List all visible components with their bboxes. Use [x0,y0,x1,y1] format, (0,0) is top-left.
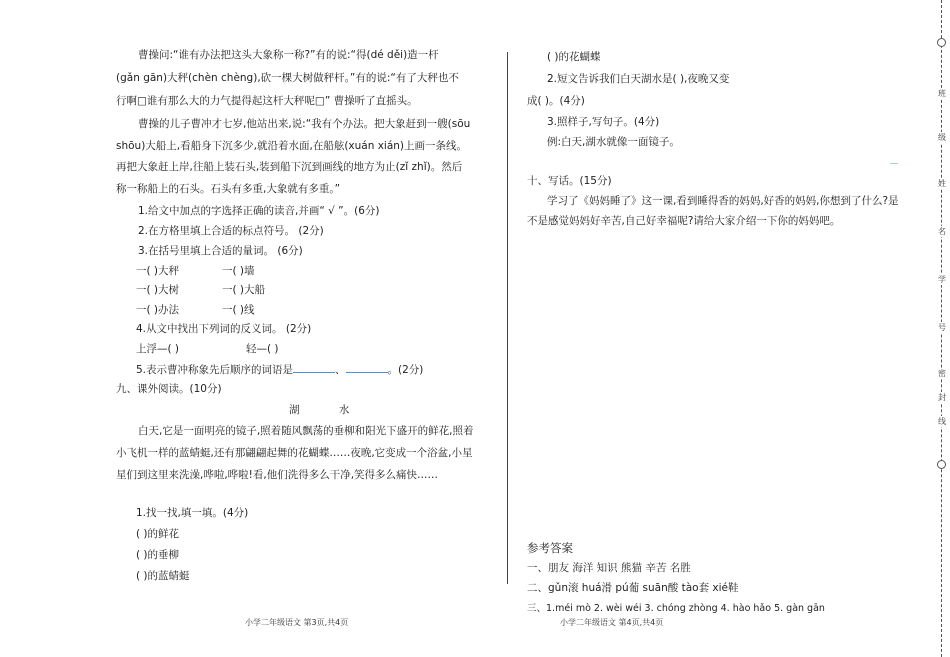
paragraph-line: 曹操的儿子曹冲才七岁,他站出来,说:“我有个办法。把大象赶到一艘(sōu [138,118,471,130]
example-sentence: 例:白天,湖水就像一面镜子。 [547,136,680,148]
measure-word-blank[interactable]: 一( )大树 [136,284,180,296]
reading-line: 小飞机一样的蓝蜻蜓,还有那翩翩起舞的花蝴蝶……夜晚,它变成一个浴盆,小星 [116,447,473,459]
seal-circle [937,38,946,47]
antonym-blank[interactable]: 上浮—( ) [136,343,180,355]
answer-line: 二、gǔn滚 huá滑 pú葡 suān酸 tào套 xié鞋 [527,582,739,594]
paragraph-line: 行啊□谁有那么大的力气提得起这杆大秤呢□” 曹操听了直摇头。 [116,95,418,107]
fill-blank[interactable]: ( )的垂柳 [136,549,180,561]
paragraph-line: 曹操问:“谁有办法把这头大象称一称?”有的说:“得(dé děi)造一杆 [138,49,439,61]
writing-prompt-line: 学习了《妈妈睡了》这一课,看到睡得香的妈妈,好香的妈妈,你想到了什么?是 [547,195,899,207]
question-5-separator: 、 [335,364,346,376]
reading-question-2[interactable]: 2.短文告诉我们白天湖水是( ),夜晚又变 [547,73,730,85]
answer-line: 一、朋友 海洋 知识 熊猫 辛苦 名胜 [527,562,691,574]
seal-char: 学 [938,275,946,284]
writing-prompt-line: 不是感觉妈妈好辛苦,自己好幸福呢?请给大家介绍一下你的妈妈吧。 [527,215,841,227]
paragraph-line: (gǎn gān)大秤(chèn chèng),砍一棵大树做秤杆。”有的说:“有了大秤也不 [116,72,459,84]
marker-line [890,163,898,164]
reading-line: 白天,它是一面明亮的镜子,照着随风飘荡的垂柳和阳光下盛开的鲜花,照着 [138,425,474,437]
measure-word-blank[interactable]: 一( )大船 [222,284,266,296]
page-footer: 小学二年级语文 第3页,共4页 [245,618,349,627]
section-10-heading: 十、写话。(15分) [527,175,612,187]
antonym-blank[interactable]: 轻—( ) [246,343,279,355]
order-word-blank-2[interactable] [346,362,388,373]
seal-char: 线 [938,417,946,426]
fill-blank[interactable]: ( )的花蝴蝶 [547,51,601,63]
page-footer: 小学二年级语文 第4页,共4页 [560,618,664,627]
paragraph-line: 称一称船上的石头。石头有多重,大象就有多重。” [116,183,341,195]
measure-word-blank[interactable]: 一( )墙 [222,265,255,277]
reading-question-1: 1.找一找,填一填。(4分) [136,507,249,519]
section-9-heading: 九、课外阅读。(10分) [116,383,222,395]
seal-char: 班 [938,89,946,98]
page-divider [507,52,508,584]
question-5 [136,362,423,377]
paragraph-line: 再把大象赶上岸,往船上装石头,装到船下沉到画线的地方为止(zǐ zhǐ)。然后 [116,161,463,173]
seal-circle [937,460,946,469]
answer-key-title: 参考答案 [527,541,573,555]
reading-question-3: 3.照样子,写句子。(4分) [547,116,660,128]
measure-word-blank[interactable]: 一( )线 [222,304,255,316]
seal-char: 名 [938,227,946,236]
question-5-suffix: 。(2分) [387,364,424,376]
fill-blank[interactable]: ( )的蓝蜻蜓 [136,570,190,582]
order-word-blank-1[interactable] [293,362,335,373]
seal-char: 封 [938,393,946,402]
question-4: 4.从文中找出下列词的反义词。 (2分) [136,323,312,335]
measure-word-blank[interactable]: 一( )大秤 [136,265,180,277]
question-2: 2.在方格里填上合适的标点符号。 (2分) [138,225,324,237]
paragraph-line: shōu)大船上,看船身下沉多少,就沿着水面,在船舷(xuán xián)上画一条线。 [116,140,468,152]
fill-blank[interactable]: ( )的鲜花 [136,528,180,540]
question-1: 1.给文中加点的字选择正确的读音,并画“ √ ”。(6分) [138,205,380,217]
question-3: 3.在括号里填上合适的量词。 (6分) [138,245,303,257]
reading-title: 湖 水 [289,404,368,416]
question-5-prefix: 5.表示曹冲称象先后顺序的词语是 [136,364,294,376]
reading-question-2-cont[interactable]: 成( )。(4分) [527,95,585,107]
answer-line: 三、1.méi mò 2. wèi wéi 3. chóng zhòng 4. hào hǎo 5. gàn gān [527,603,825,614]
seal-char: 号 [938,323,946,332]
seal-char: 姓 [938,179,946,188]
seal-char: 级 [938,133,946,142]
seal-char: 密 [938,369,946,378]
reading-line: 星们到这里来洗澡,哗啦,哗啦!看,他们洗得多么干净,笑得多么痛快…… [116,469,439,481]
measure-word-blank[interactable]: 一( )办法 [136,304,180,316]
